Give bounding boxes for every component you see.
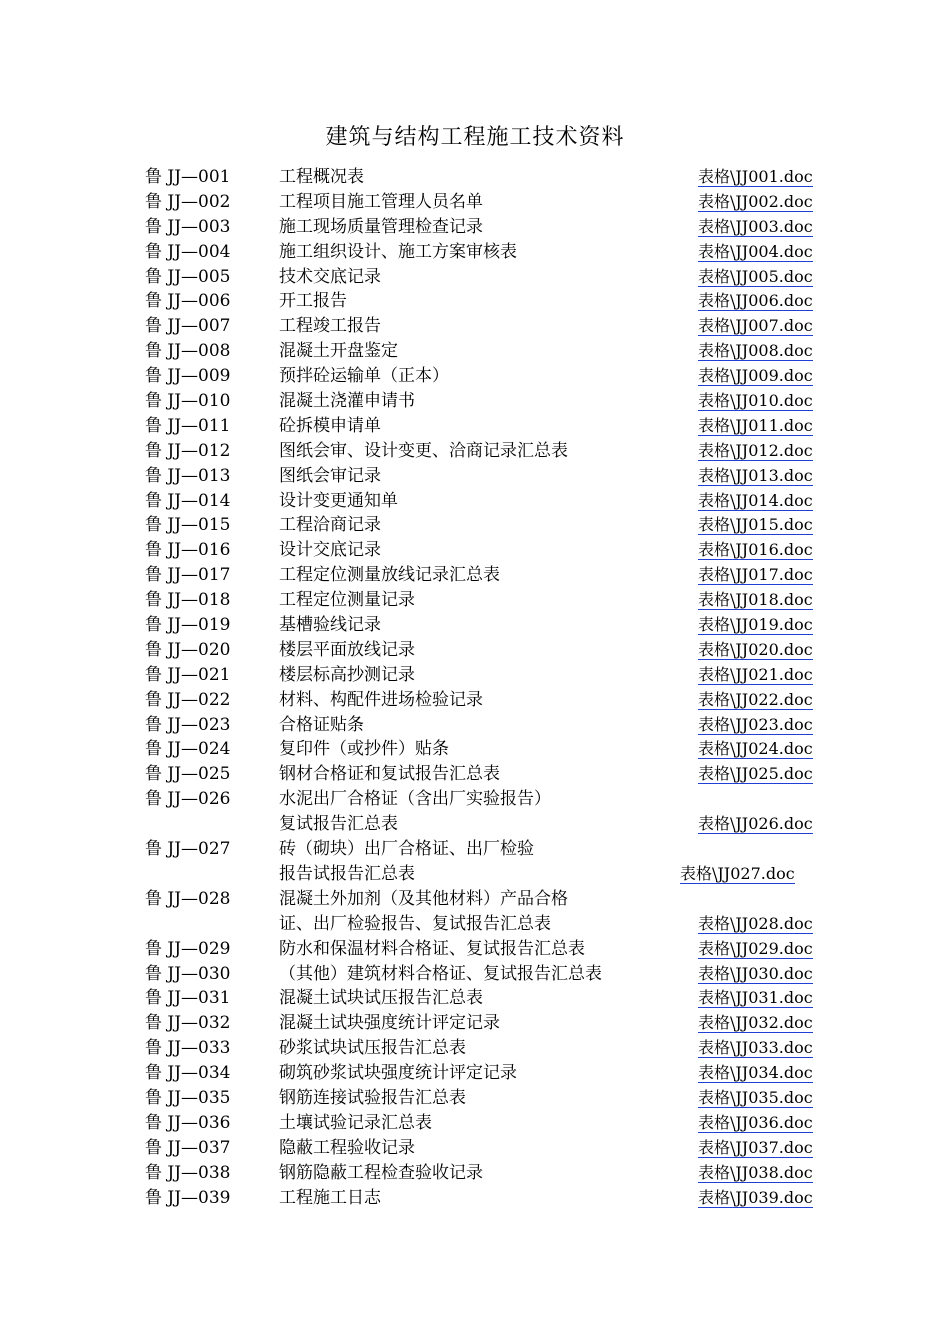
form-code: 鲁 JJ—001 — [145, 167, 231, 187]
form-code: 鲁 JJ—034 — [145, 1063, 231, 1084]
list-item — [145, 1036, 825, 1061]
form-code: 鲁 JJ—026 — [145, 789, 231, 810]
form-code: 鲁 JJ—020 — [145, 639, 231, 660]
form-code: 鲁 JJ—023 — [145, 714, 231, 735]
list-item — [145, 1161, 825, 1186]
form-name: 隐蔽工程验收记录 — [279, 1137, 415, 1158]
list-item — [145, 165, 825, 190]
list-item — [145, 837, 825, 862]
form-name: 水泥出厂合格证（含出厂实验报告） — [279, 789, 551, 810]
form-name: 砂浆试块试压报告汇总表 — [279, 1038, 466, 1059]
form-code: 鲁 JJ—010 — [145, 391, 231, 412]
form-file-link[interactable]: 表格\JJ017.doc — [698, 565, 813, 585]
form-name: 工程项目施工管理人员名单 — [279, 191, 483, 212]
list-item — [145, 986, 825, 1011]
form-code: 鲁 JJ—017 — [145, 565, 231, 586]
form-code: 鲁 JJ—028 — [145, 888, 231, 909]
list-item — [145, 887, 825, 912]
form-name: 复印件（或抄件）贴条 — [279, 739, 449, 760]
form-code: 鲁 JJ—030 — [145, 963, 231, 984]
form-name: 防水和保温材料合格证、复试报告汇总表 — [279, 938, 585, 959]
form-file-link[interactable]: 表格\JJ022.doc — [698, 689, 813, 709]
form-file-link[interactable]: 表格\JJ019.doc — [698, 615, 813, 635]
form-file-link[interactable]: 表格\JJ011.doc — [698, 415, 813, 435]
list-item — [145, 1011, 825, 1036]
form-code: 鲁 JJ—025 — [145, 764, 231, 785]
form-file-link[interactable]: 表格\JJ005.doc — [698, 266, 813, 286]
form-code: 鲁 JJ—029 — [145, 938, 231, 959]
form-name: 楼层平面放线记录 — [279, 639, 415, 660]
list-item — [145, 1186, 825, 1211]
form-name: 钢筋隐蔽工程检查验收记录 — [279, 1162, 483, 1183]
form-name: 施工组织设计、施工方案审核表 — [279, 241, 517, 262]
list-item — [145, 1086, 825, 1111]
form-file-link[interactable]: 表格\JJ023.doc — [698, 714, 813, 734]
form-code: 鲁 JJ—019 — [145, 615, 231, 636]
form-name: 混凝土试块强度统计评定记录 — [279, 1013, 500, 1034]
list-item — [145, 688, 825, 713]
form-name: 材料、构配件进场检验记录 — [279, 689, 483, 710]
list-item — [145, 489, 825, 514]
list-item — [145, 364, 825, 389]
form-name: 混凝土开盘鉴定 — [279, 341, 398, 362]
form-file-link[interactable]: 表格\JJ015.doc — [698, 515, 813, 535]
form-name: 开工报告 — [279, 291, 347, 312]
page-title: 建筑与结构工程施工技术资料 — [325, 125, 625, 150]
form-name: 工程概况表 — [279, 167, 364, 187]
list-item — [145, 1136, 825, 1161]
form-name: 施工现场质量管理检查记录 — [279, 216, 483, 237]
list-item — [145, 613, 825, 638]
form-name: 工程洽商记录 — [279, 515, 381, 536]
form-code: 鲁 JJ—004 — [145, 241, 231, 262]
form-file-link[interactable]: 表格\JJ018.doc — [698, 590, 813, 610]
form-name: 证、出厂检验报告、复试报告汇总表 — [279, 913, 551, 934]
list-item — [145, 1061, 825, 1086]
form-file-link[interactable]: 表格\JJ027.doc — [680, 863, 795, 883]
list-item — [145, 1111, 825, 1136]
form-file-link[interactable]: 表格\JJ026.doc — [698, 814, 813, 834]
form-file-link[interactable]: 表格\JJ021.doc — [698, 664, 813, 684]
form-file-link[interactable]: 表格\JJ035.doc — [698, 1087, 813, 1107]
form-code: 鲁 JJ—036 — [145, 1112, 231, 1133]
form-file-link[interactable]: 表格\JJ020.doc — [698, 639, 813, 659]
form-name: 砖（砌块）出厂合格证、出厂检验 — [279, 839, 534, 860]
list-item — [145, 464, 825, 489]
form-file-link[interactable]: 表格\JJ007.doc — [698, 316, 813, 336]
form-file-link[interactable]: 表格\JJ009.doc — [698, 366, 813, 386]
document-list — [145, 165, 825, 1210]
form-code: 鲁 JJ—006 — [145, 291, 231, 312]
form-file-link[interactable]: 表格\JJ037.doc — [698, 1137, 813, 1157]
list-item — [145, 563, 825, 588]
form-name: 基槽验线记录 — [279, 615, 381, 636]
form-name: 钢筋连接试验报告汇总表 — [279, 1087, 466, 1108]
form-file-link[interactable]: 表格\JJ038.doc — [698, 1162, 813, 1182]
list-item — [145, 389, 825, 414]
form-name: 楼层标高抄测记录 — [279, 664, 415, 685]
list-item — [145, 962, 825, 987]
list-item — [145, 787, 825, 812]
form-code: 鲁 JJ—022 — [145, 689, 231, 710]
form-code: 鲁 JJ—011 — [145, 415, 231, 436]
form-file-link[interactable]: 表格\JJ028.doc — [698, 913, 813, 933]
form-name: 图纸会审、设计变更、洽商记录汇总表 — [279, 440, 568, 461]
list-item — [145, 513, 825, 538]
form-file-link[interactable]: 表格\JJ034.doc — [698, 1063, 813, 1083]
form-file-link[interactable]: 表格\JJ031.doc — [698, 988, 813, 1008]
form-name: 预拌砼运输单（正本） — [279, 366, 449, 387]
form-file-link[interactable]: 表格\JJ013.doc — [698, 465, 813, 485]
list-item — [145, 414, 825, 439]
form-file-link[interactable]: 表格\JJ014.doc — [698, 490, 813, 510]
form-file-link[interactable]: 表格\JJ024.doc — [698, 739, 813, 759]
form-name: 砌筑砂浆试块强度统计评定记录 — [279, 1063, 517, 1084]
list-item — [145, 265, 825, 290]
list-item — [145, 862, 825, 887]
list-item — [145, 762, 825, 787]
list-item — [145, 812, 825, 837]
form-name: 混凝土外加剂（及其他材料）产品合格 — [279, 888, 568, 909]
form-name: 技术交底记录 — [279, 266, 381, 287]
form-code: 鲁 JJ—009 — [145, 366, 231, 387]
form-file-link[interactable]: 表格\JJ032.doc — [698, 1013, 813, 1033]
list-item — [145, 737, 825, 762]
form-name: 复试报告汇总表 — [279, 814, 398, 835]
form-code: 鲁 JJ—005 — [145, 266, 231, 287]
form-file-link[interactable]: 表格\JJ002.doc — [698, 191, 813, 211]
form-code: 鲁 JJ—035 — [145, 1087, 231, 1108]
form-code: 鲁 JJ—008 — [145, 341, 231, 362]
form-code: 鲁 JJ—014 — [145, 490, 231, 511]
form-file-link[interactable]: 表格\JJ039.doc — [698, 1187, 813, 1207]
form-file-link[interactable]: 表格\JJ029.doc — [698, 938, 813, 958]
form-name: 土壤试验记录汇总表 — [279, 1112, 432, 1133]
form-file-link[interactable]: 表格\JJ036.doc — [698, 1112, 813, 1132]
form-file-link[interactable]: 表格\JJ010.doc — [698, 391, 813, 411]
list-item — [145, 240, 825, 265]
form-name: 工程竣工报告 — [279, 316, 381, 337]
form-name: 砼拆模申请单 — [279, 415, 381, 436]
form-name: 设计交底记录 — [279, 540, 381, 561]
form-name: 合格证贴条 — [279, 714, 364, 735]
form-name: （其他）建筑材料合格证、复试报告汇总表 — [279, 963, 602, 984]
form-name: 设计变更通知单 — [279, 490, 398, 511]
form-file-link[interactable]: 表格\JJ012.doc — [698, 440, 813, 460]
form-code: 鲁 JJ—021 — [145, 664, 231, 685]
form-name: 混凝土试块试压报告汇总表 — [279, 988, 483, 1009]
form-code: 鲁 JJ—007 — [145, 316, 231, 337]
form-file-link[interactable]: 表格\JJ030.doc — [698, 963, 813, 983]
list-item — [145, 215, 825, 240]
list-item — [145, 314, 825, 339]
form-code: 鲁 JJ—016 — [145, 540, 231, 561]
form-code: 鲁 JJ—003 — [145, 216, 231, 237]
list-item — [145, 588, 825, 613]
form-name: 工程定位测量放线记录汇总表 — [279, 565, 500, 586]
list-item — [145, 538, 825, 563]
list-item — [145, 713, 825, 738]
form-file-link[interactable]: 表格\JJ004.doc — [698, 241, 813, 261]
form-code: 鲁 JJ—038 — [145, 1162, 231, 1183]
form-code: 鲁 JJ—002 — [145, 191, 231, 212]
form-name: 混凝土浇灌申请书 — [279, 391, 415, 412]
form-code: 鲁 JJ—012 — [145, 440, 231, 461]
list-item — [145, 638, 825, 663]
list-item — [145, 937, 825, 962]
form-code: 鲁 JJ—013 — [145, 465, 231, 486]
form-name: 钢材合格证和复试报告汇总表 — [279, 764, 500, 785]
form-file-link[interactable]: 表格\JJ006.doc — [698, 291, 813, 311]
form-code: 鲁 JJ—033 — [145, 1038, 231, 1059]
form-file-link[interactable]: 表格\JJ008.doc — [698, 341, 813, 361]
form-name: 图纸会审记录 — [279, 465, 381, 486]
list-item — [145, 912, 825, 937]
form-code: 鲁 JJ—027 — [145, 839, 231, 860]
form-file-link[interactable]: 表格\JJ001.doc — [698, 167, 813, 186]
form-code: 鲁 JJ—037 — [145, 1137, 231, 1158]
list-item — [145, 339, 825, 364]
form-file-link[interactable]: 表格\JJ003.doc — [698, 216, 813, 236]
form-name: 工程施工日志 — [279, 1187, 381, 1208]
list-item — [145, 439, 825, 464]
list-item — [145, 289, 825, 314]
form-code: 鲁 JJ—018 — [145, 590, 231, 611]
form-code: 鲁 JJ—032 — [145, 1013, 231, 1034]
list-item — [145, 190, 825, 215]
form-code: 鲁 JJ—031 — [145, 988, 231, 1009]
form-code: 鲁 JJ—015 — [145, 515, 231, 536]
form-code: 鲁 JJ—039 — [145, 1187, 231, 1208]
form-name: 报告试报告汇总表 — [279, 863, 415, 884]
form-name: 工程定位测量记录 — [279, 590, 415, 611]
form-file-link[interactable]: 表格\JJ016.doc — [698, 540, 813, 560]
form-code: 鲁 JJ—024 — [145, 739, 231, 760]
list-item — [145, 663, 825, 688]
form-file-link[interactable]: 表格\JJ025.doc — [698, 764, 813, 784]
form-file-link[interactable]: 表格\JJ033.doc — [698, 1038, 813, 1058]
